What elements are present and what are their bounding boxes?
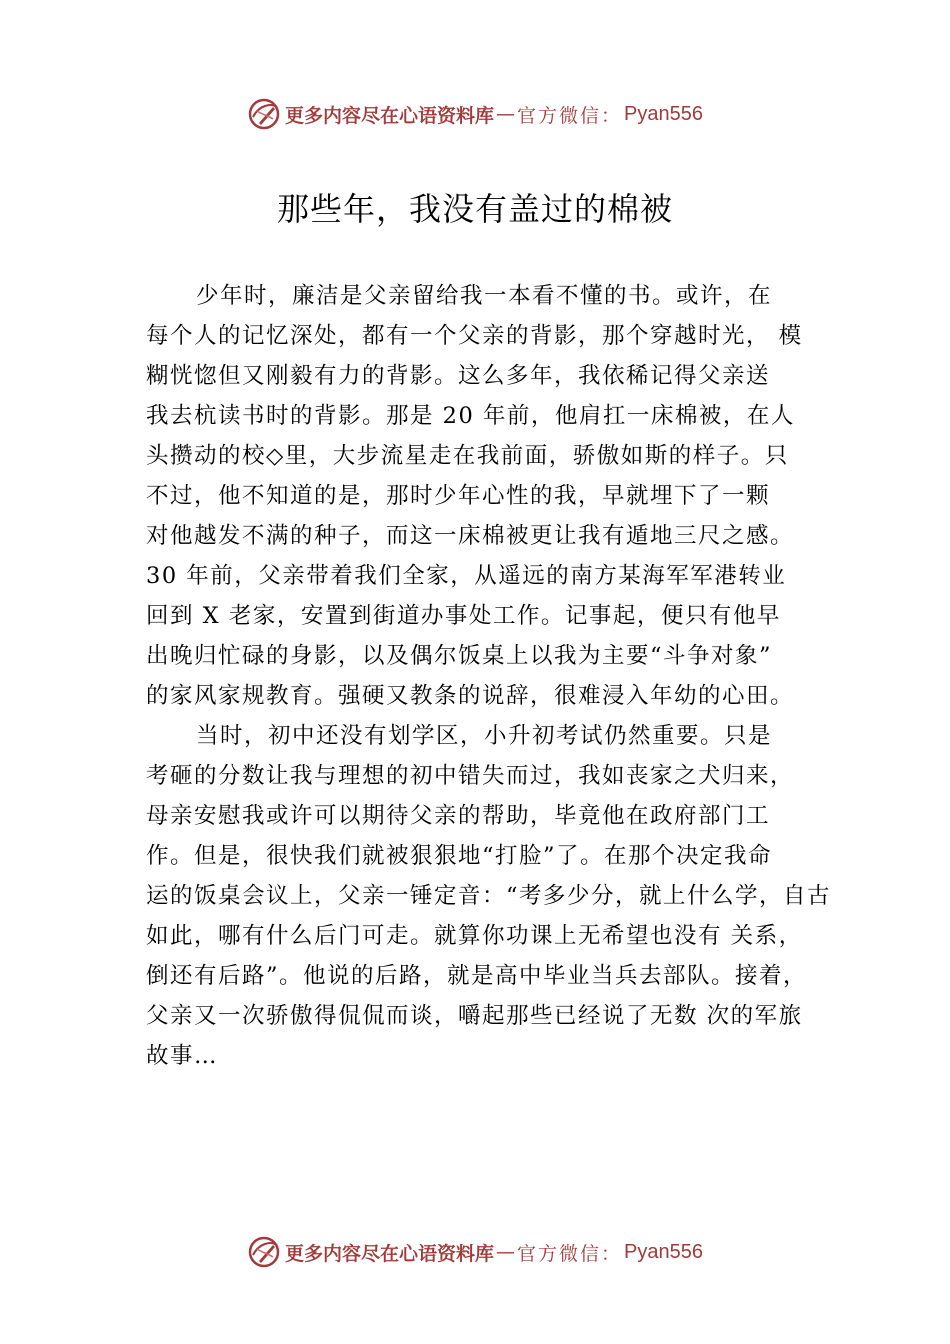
text-line: 糊恍惚但又刚毅有力的背影。这么多年，我依稀记得父亲送 — [146, 363, 771, 389]
text-line: 故事… — [146, 1043, 219, 1069]
text-line: 当时，初中还没有划学区，小升初考试仍然重要。只是 — [196, 723, 773, 749]
footer-wechat-id: Pyan556 — [624, 1240, 703, 1263]
header-wechat-label: 官方微信： — [517, 104, 623, 127]
text-line: 考砸的分数让我与理想的初中错失而过，我如丧家之犬归来， — [146, 763, 795, 789]
text-line: 少年时，廉洁是父亲留给我一本看不懂的书。或许，在 — [196, 283, 773, 309]
brand-logo-icon — [247, 97, 281, 131]
text-line: 出晚归忙碌的身影，以及偶尔饭桌上以我为主要“斗争对象” — [146, 643, 773, 669]
header-wechat-id: Pyan556 — [624, 102, 703, 125]
text-line: 头攒动的校◇里，大步流星走在我前面，骄傲如斯的样子。只 — [146, 443, 789, 469]
text-line: 父亲又一次骄傲得侃侃而谈，嚼起那些已经说了无数 次的军旅 — [146, 1003, 803, 1029]
text-line: 回到 X 老家，安置到街道办事处工作。记事起，便只有他早 — [146, 603, 781, 629]
brand-logo-icon — [247, 1235, 281, 1269]
text-line: 母亲安慰我或许可以期待父亲的帮助，毕竟他在政府部门工 — [146, 803, 771, 829]
page-title: 那些年，我没有盖过的棉被 — [276, 190, 673, 228]
header-dash: — — [496, 103, 516, 125]
header-watermark — [0, 94, 950, 134]
text-line: 对他越发不满的种子，而这一床棉被更让我有遁地三尺之感。 — [146, 523, 795, 549]
text-line: 倒还有后路”。他说的后路，就是高中毕业当兵去部队。接着， — [146, 963, 808, 989]
text-line: 不过，他不知道的是，那时少年心性的我，早就埋下了一颗 — [146, 483, 771, 509]
text-line: 运的饭桌会议上，父亲一锤定音：“考多少分，就上什么学，自古 — [146, 883, 832, 909]
text-line: 30 年前，父亲带着我们全家，从遥远的南方某海军军港转业 — [146, 563, 787, 589]
text-line: 的家风家规教育。强硬又教条的说辞，很难浸入年幼的心田。 — [146, 683, 795, 709]
footer-brand-text: 更多内容尽在心语资料库 — [285, 1242, 495, 1265]
text-line: 如此，哪有什么后门可走。就算你功课上无希望也没有 关系， — [146, 923, 803, 949]
footer-dash: — — [496, 1241, 516, 1263]
text-line: 每个人的记忆深处，都有一个父亲的背影，那个穿越时光， 模 — [146, 323, 803, 349]
text-line: 作。但是，很快我们就被狠狠地“打脸”了。在那个决定我命 — [146, 843, 773, 869]
text-line: 我去杭读书时的背影。那是 20 年前，他肩扛一床棉被，在人 — [146, 403, 795, 429]
header-brand-text: 更多内容尽在心语资料库 — [285, 104, 495, 127]
footer-wechat-label: 官方微信： — [517, 1242, 623, 1265]
footer-watermark — [0, 1232, 950, 1272]
article-body — [146, 282, 836, 1082]
